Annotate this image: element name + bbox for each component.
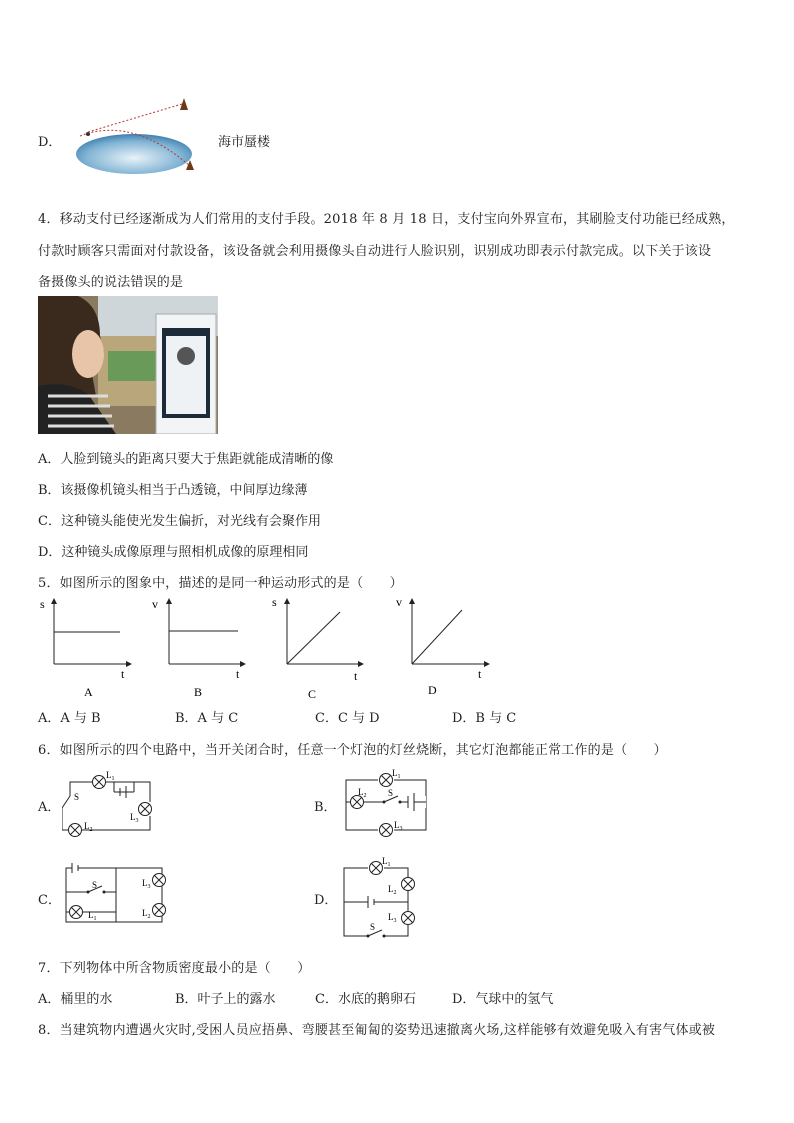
circuit-a-l2: $L_2$ xyxy=(84,821,93,833)
graph-d-ylabel: v xyxy=(396,595,402,609)
circuit-c-l1: $L_1$ xyxy=(88,910,97,922)
q6-option-c-letter: C． xyxy=(38,893,61,908)
graph-d-xlabel: t xyxy=(478,667,482,681)
graph-d xyxy=(396,595,490,697)
q5-option-c: C．C 与 D xyxy=(315,711,380,726)
graph-a-caption: A xyxy=(84,685,93,699)
circuit-c-l2: $L_2$ xyxy=(142,908,151,920)
graph-c xyxy=(272,595,364,701)
q4-option-d: D．这种镜头成像原理与照相机成像的原理相同 xyxy=(38,545,309,560)
graph-b-ylabel: v xyxy=(152,597,158,611)
graph-a-ylabel: s xyxy=(40,597,45,611)
q4-stem-line2: 付款时顾客只需面对付款设备，该设备就会利用摄像头自动进行人脸识别，识别成功即表示付款完成。以下关于该设 xyxy=(38,244,712,259)
circuit-d-l3: $L_3$ xyxy=(388,912,397,924)
circuit-b-l3: $L_3$ xyxy=(394,820,403,832)
q6-option-a-letter: A． xyxy=(38,800,61,815)
circuit-b-switch-label: S xyxy=(388,788,394,798)
circuit-b-l2: $L_2$ xyxy=(358,787,367,799)
mirage-illustration xyxy=(72,96,202,178)
circuit-d-switch-label: S xyxy=(370,922,376,932)
graph-b-xlabel: t xyxy=(236,667,240,681)
q4-stem-line3: 备摄像头的说法错误的是 xyxy=(38,275,184,290)
q6-stem: 6．如图所示的四个电路中，当开关闭合时，任意一个灯泡的灯丝烧断，其它灯泡都能正常工作的是（ ） xyxy=(38,743,667,758)
circuit-b-l1: $L_1$ xyxy=(392,768,401,780)
circuit-a-l1: $L_1$ xyxy=(106,770,115,782)
q5-option-b: B．A 与 C xyxy=(175,711,239,726)
circuit-a xyxy=(62,768,162,840)
graph-d-line xyxy=(412,610,462,664)
graph-c-line xyxy=(287,612,340,664)
circuit-b xyxy=(342,766,432,838)
q7-option-a: A．桶里的水 xyxy=(38,992,113,1007)
graph-a xyxy=(40,597,132,699)
graph-c-ylabel: s xyxy=(272,595,277,609)
q6-option-d-letter: D． xyxy=(314,893,338,908)
circuit-d-l2: $L_2$ xyxy=(388,884,397,896)
q4-option-c: C．这种镜头能使光发生偏折，对光线有会聚作用 xyxy=(38,514,321,529)
q7-option-b: B．叶子上的露水 xyxy=(175,992,276,1007)
q5-option-a: A．A 与 B xyxy=(38,711,101,726)
q5-stem: 5．如图所示的图象中，描述的是同一种运动形式的是（ ） xyxy=(38,576,403,591)
q7-option-d: D．气球中的氢气 xyxy=(452,992,554,1007)
q5-option-d: D．B 与 C xyxy=(452,711,517,726)
q4-stem-line1: 4．移动支付已经逐渐成为人们常用的支付手段。2018 年 8 月 18 日，支付宝向外界宣布，其刷脸支付功能已经成熟， xyxy=(38,212,735,227)
circuit-a-switch-label: S xyxy=(74,792,80,802)
circuit-d xyxy=(340,856,430,938)
light-path-straight xyxy=(88,104,182,132)
graph-c-caption: C xyxy=(308,687,317,701)
graph-b-caption: B xyxy=(194,685,203,699)
circuit-c-l3: $L_3$ xyxy=(142,878,151,890)
q7-option-c: C．水底的鹅卵石 xyxy=(315,992,416,1007)
face-payment-photo xyxy=(38,296,218,434)
graph-c-xlabel: t xyxy=(354,669,358,683)
q3-option-d-caption: 海市蜃楼 xyxy=(218,135,271,150)
graph-d-caption: D xyxy=(428,683,437,697)
circuit-d-l1: $L_1$ xyxy=(382,856,391,868)
graph-b xyxy=(152,597,246,699)
q8-stem-line1: 8．当建筑物内遭遇火灾时,受困人员应捂鼻、弯腰甚至匍匐的姿势迅速撤离火场,这样能够有效避免吸入有害气体或被 xyxy=(38,1023,716,1038)
q4-option-b: B．该摄像机镜头相当于凸透镜，中间厚边缘薄 xyxy=(38,483,308,498)
q7-stem: 7．下列物体中所含物质密度最小的是（ ） xyxy=(38,961,311,976)
circuit-c-switch-label: S xyxy=(92,880,98,890)
q5-graphs xyxy=(36,594,496,704)
graph-a-xlabel: t xyxy=(121,667,125,681)
circuit-a-l3: $L_3$ xyxy=(130,812,139,824)
q6-option-b-letter: B． xyxy=(314,800,337,815)
circuit-c xyxy=(62,862,172,928)
q3-option-d-letter: D． xyxy=(38,135,62,150)
q4-option-a: A．人脸到镜头的距离只要大于焦距就能成清晰的像 xyxy=(38,452,334,467)
observer xyxy=(86,132,90,136)
